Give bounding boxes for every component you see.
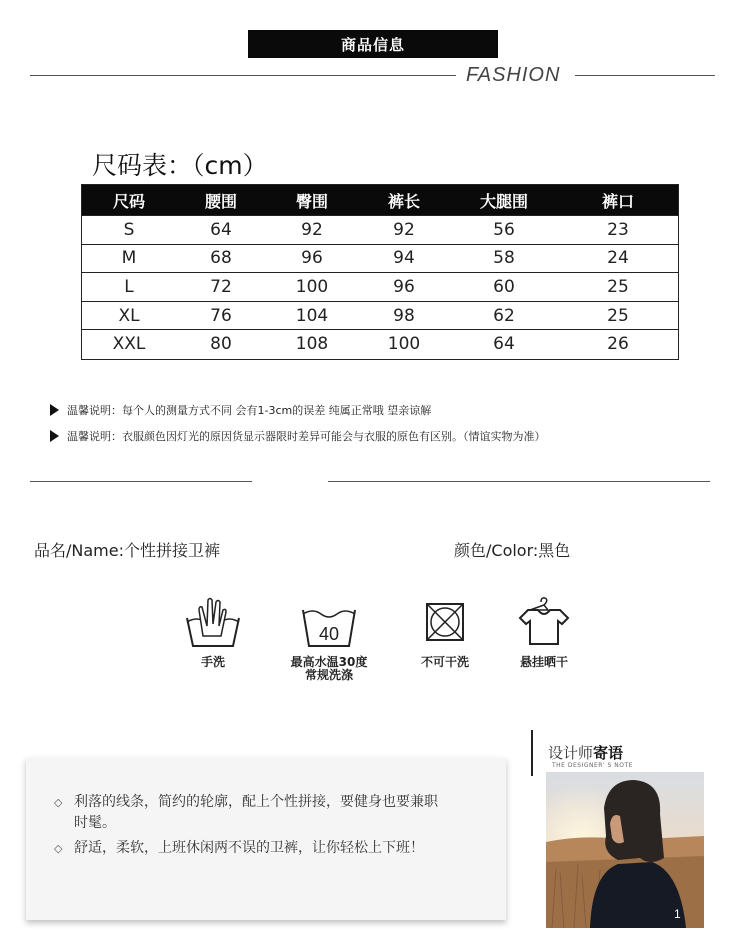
care-label: 不可干洗 [420, 655, 469, 669]
table-cell: 26 [607, 334, 629, 355]
fashion-tagline: FASHION [466, 64, 561, 86]
designer-title-light: 设计师 [548, 744, 594, 762]
table-cell: 96 [301, 248, 323, 269]
product-color: 颜色/Color:黑色 [454, 541, 571, 560]
note-color [50, 428, 546, 444]
table-cell: 64 [493, 334, 515, 355]
divider-right [575, 75, 715, 76]
table-cell: XL [118, 305, 140, 326]
section-title: 商品信息 [340, 35, 405, 54]
divider [328, 481, 710, 482]
triangle-bullet-icon [50, 430, 59, 442]
svg-text:1: 1 [674, 907, 681, 921]
designer-title-bold: 寄语 [593, 744, 624, 762]
care-label: 悬挂晒干 [519, 655, 568, 669]
designer-title-accent [531, 730, 533, 776]
table-cell: 68 [210, 248, 232, 269]
hang-dry-icon [514, 596, 574, 650]
designer-subtitle: THE DESIGNER' S NOTE [552, 762, 633, 769]
note-text: 温馨说明：衣服颜色因灯光的原因货显示器限时差异可能会与衣服的原色有区别。（情谊实物为准） [67, 430, 546, 443]
table-cell: 80 [210, 334, 232, 355]
column-header: 臀围 [295, 191, 328, 211]
table-row [82, 272, 678, 301]
size-table-title: 尺码表：（cm） [92, 151, 268, 180]
care-label [269, 656, 389, 682]
column-header: 尺码 [112, 191, 145, 211]
table-cell: 56 [493, 219, 515, 240]
diamond-bullet-icon: ◇ [54, 796, 63, 809]
model-photo [546, 772, 704, 928]
designer-title [548, 742, 623, 763]
designer-note-box [26, 758, 506, 920]
designer-point: 利落的线条，简约的轮廓，配上个性拼接，要健身也要兼职时髦。 [74, 794, 438, 831]
wash-40-icon [299, 596, 359, 650]
table-cell: 64 [210, 219, 232, 240]
hand-wash-icon [183, 596, 243, 650]
table-cell: 72 [210, 276, 232, 297]
table-cell: 92 [301, 219, 323, 240]
table-cell: 60 [493, 276, 515, 297]
table-cell: 92 [393, 219, 415, 240]
table-cell: M [121, 248, 137, 269]
divider-left [30, 75, 456, 76]
table-cell: 25 [607, 305, 629, 326]
table-row [82, 215, 678, 244]
table-cell: XXL [112, 334, 146, 355]
table-cell: 62 [493, 305, 515, 326]
column-header: 大腿围 [479, 191, 528, 211]
table-cell: 25 [607, 276, 629, 297]
table-cell: 104 [295, 305, 329, 326]
table-cell: 24 [607, 248, 629, 269]
no-dry-clean-icon [415, 596, 475, 650]
designer-point: 舒适，柔软，上班休闲两不误的卫裤，让你轻松上下班！ [74, 840, 424, 856]
table-cell: 100 [295, 276, 329, 297]
table-row [82, 301, 678, 330]
size-table [81, 184, 679, 360]
size-table-header [82, 185, 678, 215]
column-header: 腰围 [204, 191, 237, 211]
note-text: 温馨说明：每个人的测量方式不同 会有1-3cm的误差 纯属正常哦 望亲谅解 [67, 404, 432, 417]
diamond-bullet-icon: ◇ [54, 842, 63, 855]
table-cell: 98 [393, 305, 415, 326]
table-cell: 94 [393, 248, 415, 269]
divider [30, 481, 252, 482]
table-cell: 100 [387, 334, 421, 355]
list-item [54, 792, 444, 834]
table-row [82, 329, 678, 358]
care-label: 手洗 [200, 655, 225, 669]
care-wash-40 [269, 596, 389, 682]
section-title-banner [248, 30, 498, 58]
care-label-line1: 最高水温30度 [290, 655, 368, 669]
table-row [82, 244, 678, 273]
column-header: 裤口 [601, 191, 634, 211]
product-name: 品名/Name:个性拼接卫裤 [34, 541, 220, 560]
table-cell: 58 [493, 248, 515, 269]
care-hang-dry [484, 596, 604, 669]
triangle-bullet-icon [50, 404, 59, 416]
list-item [54, 838, 444, 859]
table-cell: 108 [295, 334, 329, 355]
table-cell: 76 [210, 305, 232, 326]
table-cell: 23 [607, 219, 629, 240]
note-measurement [50, 402, 431, 418]
table-cell: S [123, 219, 135, 240]
table-cell: 96 [393, 276, 415, 297]
care-label-line2: 常规洗涤 [304, 668, 353, 682]
care-hand-wash [153, 596, 273, 669]
column-header: 裤长 [387, 191, 420, 211]
table-cell: L [124, 276, 134, 297]
wash-temperature-badge: 40 [318, 624, 340, 644]
